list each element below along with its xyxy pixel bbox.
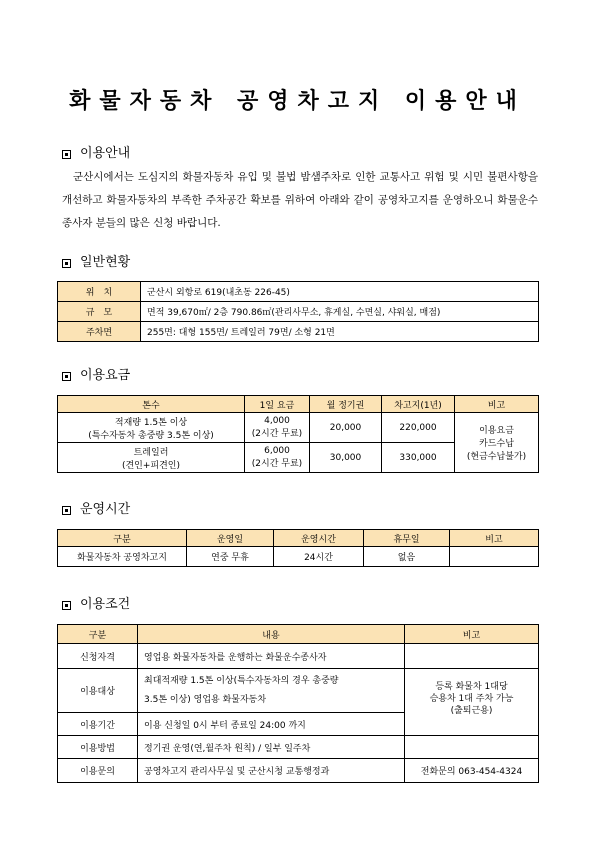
fee-tonnage-cell [58, 413, 245, 443]
column-header: 휴무일 [364, 530, 450, 547]
column-header: 1일 요금 [245, 396, 310, 413]
condition-note-contact: 전화문의 063-454-4324 [405, 759, 539, 783]
table-row [58, 759, 539, 783]
square-bullet-icon [62, 259, 71, 268]
status-label: 규 모 [58, 302, 141, 322]
section-heading-conditions [62, 597, 130, 613]
column-header: 구분 [58, 530, 187, 547]
fee-tonnage-line: 트레일러 [133, 447, 169, 458]
fee-daily-cell [245, 443, 310, 473]
section-heading-status [62, 255, 130, 271]
status-value: 군산시 외항로 619(내초동 226-45) [141, 282, 539, 302]
column-header: 운영시간 [274, 530, 364, 547]
hours-cell: 연중 무휴 [187, 547, 274, 567]
fee-daily-line: (2시간 무료) [251, 429, 303, 439]
status-label: 주차면 [58, 322, 141, 342]
condition-label: 신청자격 [58, 644, 138, 669]
status-label: 위 치 [58, 282, 141, 302]
section-heading-hours-label: 운영시간 [80, 502, 131, 517]
column-header: 비고 [450, 530, 539, 547]
square-bullet-icon [62, 506, 71, 515]
fee-daily-line: 4,000 [264, 416, 290, 426]
table-row [58, 547, 539, 567]
section-heading-hours [62, 502, 130, 518]
fee-yearly-cell: 220,000 [382, 413, 455, 443]
column-header: 톤수 [58, 396, 245, 413]
fee-daily-cell [245, 413, 310, 443]
condition-content [138, 669, 405, 713]
status-table [57, 281, 539, 342]
condition-note [405, 669, 539, 736]
section-heading-intro [62, 146, 130, 162]
table-row [58, 736, 539, 759]
status-value: 면적 39,670㎡/ 2층 790.86㎡(관리사무소, 휴게실, 수면실, 샤워실, 매점) [141, 302, 539, 322]
table-row [58, 413, 539, 443]
column-header: 내용 [138, 625, 405, 644]
condition-content: 정기권 운영(연,월주차 원칙) / 일부 일주차 [138, 736, 405, 759]
condition-label: 이용문의 [58, 759, 138, 783]
table-row [58, 302, 539, 322]
column-header: 비고 [455, 396, 539, 413]
column-header: 구분 [58, 625, 138, 644]
intro-paragraph: 군산시에서는 도심지의 화물자동차 유입 및 불법 밤샘주차로 인한 교통사고 위험 및 시민 불편사항을 개선하고 화물자동차의 부족한 주차공간 확보를 위하여 아래와 같이 공영차고지를 운영하오니 화물운수종사자 분들의 많은 신청 바랍니다. [62, 171, 538, 229]
fee-yearly-cell: 330,000 [382, 443, 455, 473]
section-heading-fees-label: 이용요금 [80, 368, 131, 383]
section-heading-fees [62, 368, 130, 384]
condition-note-line: 승용차 1대 주차 가능 [429, 694, 514, 704]
section-heading-intro-label: 이용안내 [80, 146, 131, 161]
condition-content: 이용 신청일 0시 부터 종료일 24:00 까지 [138, 713, 405, 736]
fee-note-cell [455, 413, 539, 473]
fee-tonnage-cell [58, 443, 245, 473]
condition-label: 이용기간 [58, 713, 138, 736]
hours-cell: 없음 [364, 547, 450, 567]
fee-tonnage-line: (특수자동차 총중량 3.5톤 이상) [88, 430, 214, 441]
fee-daily-line: 6,000 [264, 446, 290, 456]
table-row [58, 669, 539, 713]
condition-content-line: 최대적재량 1.5톤 이상(특수자동차의 경우 총중량 [144, 675, 339, 686]
status-value: 255면: 대형 155면/ 트레일러 79면/ 소형 21면 [141, 322, 539, 342]
conditions-table [57, 624, 539, 783]
fee-tonnage-line: 적재량 1.5톤 이상 [114, 417, 188, 428]
column-header: 차고지(1년) [382, 396, 455, 413]
fee-daily-line: (2시간 무료) [251, 459, 303, 469]
hours-cell [450, 547, 539, 567]
square-bullet-icon [62, 150, 71, 159]
column-header: 운영일 [187, 530, 274, 547]
table-row [58, 282, 539, 302]
fee-note-line: (현금수납불가) [466, 452, 527, 462]
fee-tonnage-line: (견인+피견인) [121, 460, 181, 471]
condition-content: 영업용 화물자동차를 운행하는 화물운수종사자 [138, 644, 405, 669]
fee-note-line: 이용요금 [479, 426, 514, 436]
table-row [58, 322, 539, 342]
square-bullet-icon [62, 601, 71, 610]
condition-note [405, 736, 539, 759]
condition-content: 공영차고지 관리사무실 및 군산시청 교통행정과 [138, 759, 405, 783]
fee-monthly-cell: 30,000 [310, 443, 382, 473]
condition-note-line: 등록 화물차 1대당 [435, 682, 508, 692]
fee-monthly-cell: 20,000 [310, 413, 382, 443]
condition-label: 이용대상 [58, 669, 138, 713]
hours-table [57, 529, 539, 567]
condition-note-line: (출퇴근용) [450, 706, 493, 716]
fee-note-line: 카드수납 [479, 439, 514, 449]
table-row [58, 644, 539, 669]
hours-cell: 24시간 [274, 547, 364, 567]
column-header: 비고 [405, 625, 539, 644]
table-header-row [58, 625, 539, 644]
condition-note [405, 644, 539, 669]
page-title: 화물자동차 공영차고지 이용안내 [69, 89, 526, 114]
condition-label: 이용방법 [58, 736, 138, 759]
table-header-row [58, 396, 539, 413]
section-heading-status-label: 일반현황 [80, 255, 131, 270]
table-header-row [58, 530, 539, 547]
hours-cell: 화물자동차 공영차고지 [58, 547, 187, 567]
condition-content-line: 3.5톤 이상) 영업용 화물자동차 [144, 694, 267, 705]
square-bullet-icon [62, 372, 71, 381]
section-heading-conditions-label: 이용조건 [80, 597, 131, 612]
column-header: 월 정기권 [310, 396, 382, 413]
fees-table [57, 395, 539, 473]
